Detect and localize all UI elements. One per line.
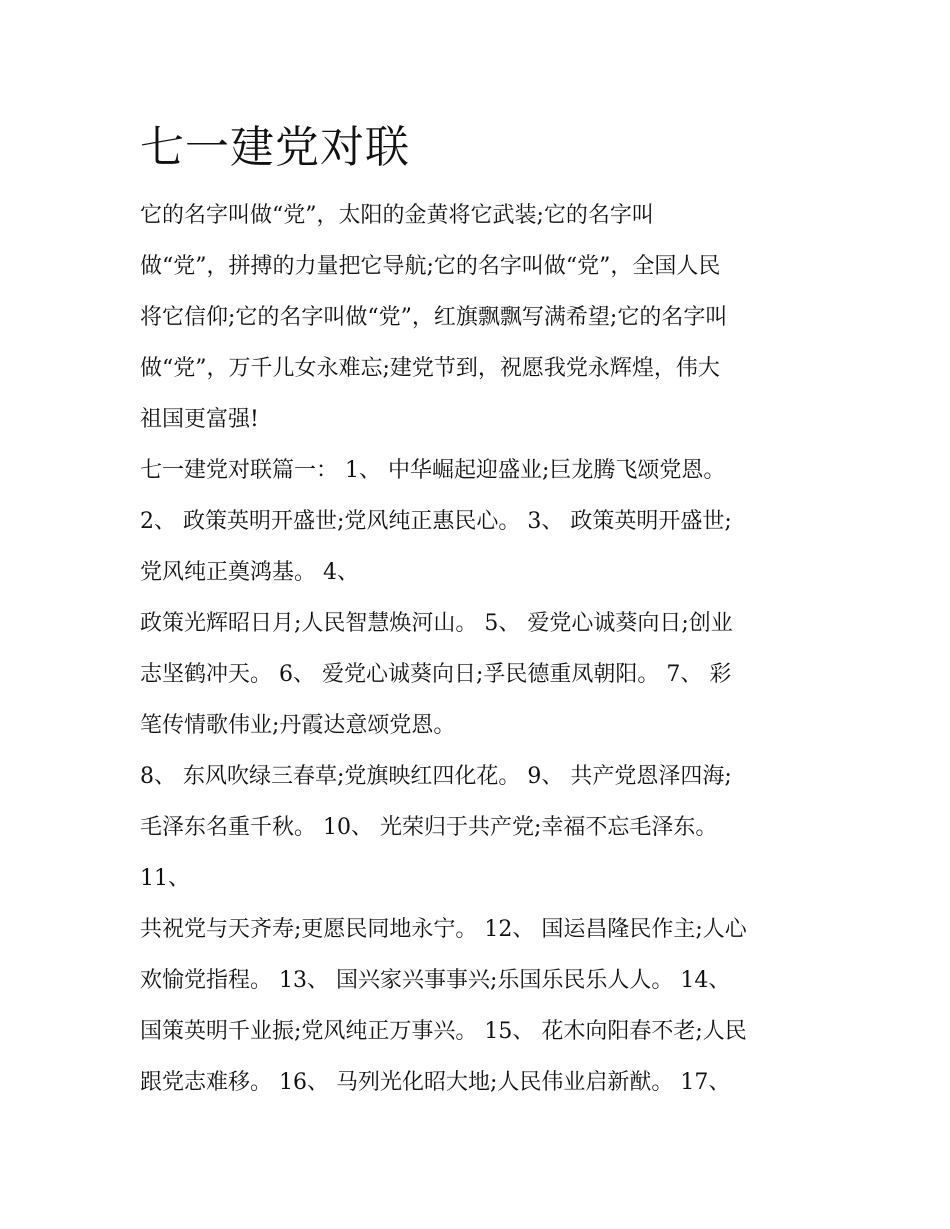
text-line: 七一建党对联篇一： 1、 中华崛起迎盛业;巨龙腾飞颂党恩。: [140, 458, 726, 483]
text-line: 志坚鹤冲天。 6、 爱党心诚葵向日;孚民德重凤朝阳。 7、 彩: [140, 662, 732, 687]
text-line: 它的名字叫做“党”，太阳的金黄将它武装;它的名字叫: [140, 203, 654, 228]
text-line: 共祝党与天齐寿;更愿民同地永宁。 12、 国运昌隆民作主;人心: [140, 917, 747, 942]
document-title: 七一建党对联: [140, 122, 410, 173]
text-line: 11、: [140, 866, 190, 891]
text-line: 做“党”，拼搏的力量把它导航;它的名字叫做“党”，全国人民: [140, 254, 721, 279]
text-line: 做“党”，万千儿女永难忘;建党节到，祝愿我党永辉煌，伟大: [140, 356, 720, 381]
text-line: 2、 政策英明开盛世;党风纯正惠民心。 3、 政策英明开盛世;: [140, 509, 732, 534]
text-line: 笔传情歌伟业;丹霞达意颂党恩。: [140, 713, 456, 738]
document-page: [140, 112, 820, 1108]
document-body: [140, 190, 820, 1108]
text-line: 国策英明千业振;党风纯正万事兴。 15、 花木向阳春不老;人民: [140, 1019, 747, 1044]
text-line: 毛泽东名重千秋。 10、 光荣归于共产党;幸福不忘毛泽东。: [140, 815, 718, 840]
text-line: 8、 东风吹绿三春草;党旗映红四化花。 9、 共产党恩泽四海;: [140, 764, 732, 789]
text-line: 欢愉党指程。 13、 国兴家兴事事兴;乐国乐民乐人人。 14、: [140, 968, 731, 993]
text-line: 将它信仰;它的名字叫做“党”，红旗飘飘写满希望;它的名字叫: [140, 305, 728, 330]
text-line: 政策光辉昭日月;人民智慧焕河山。 5、 爱党心诚葵向日;创业: [140, 611, 733, 636]
text-line: 祖国更富强!: [140, 407, 259, 432]
text-line: 党风纯正奠鸿基。 4、: [140, 560, 359, 585]
text-line: 跟党志难移。 16、 马列光化昭大地;人民伟业启新猷。 17、: [140, 1070, 731, 1095]
